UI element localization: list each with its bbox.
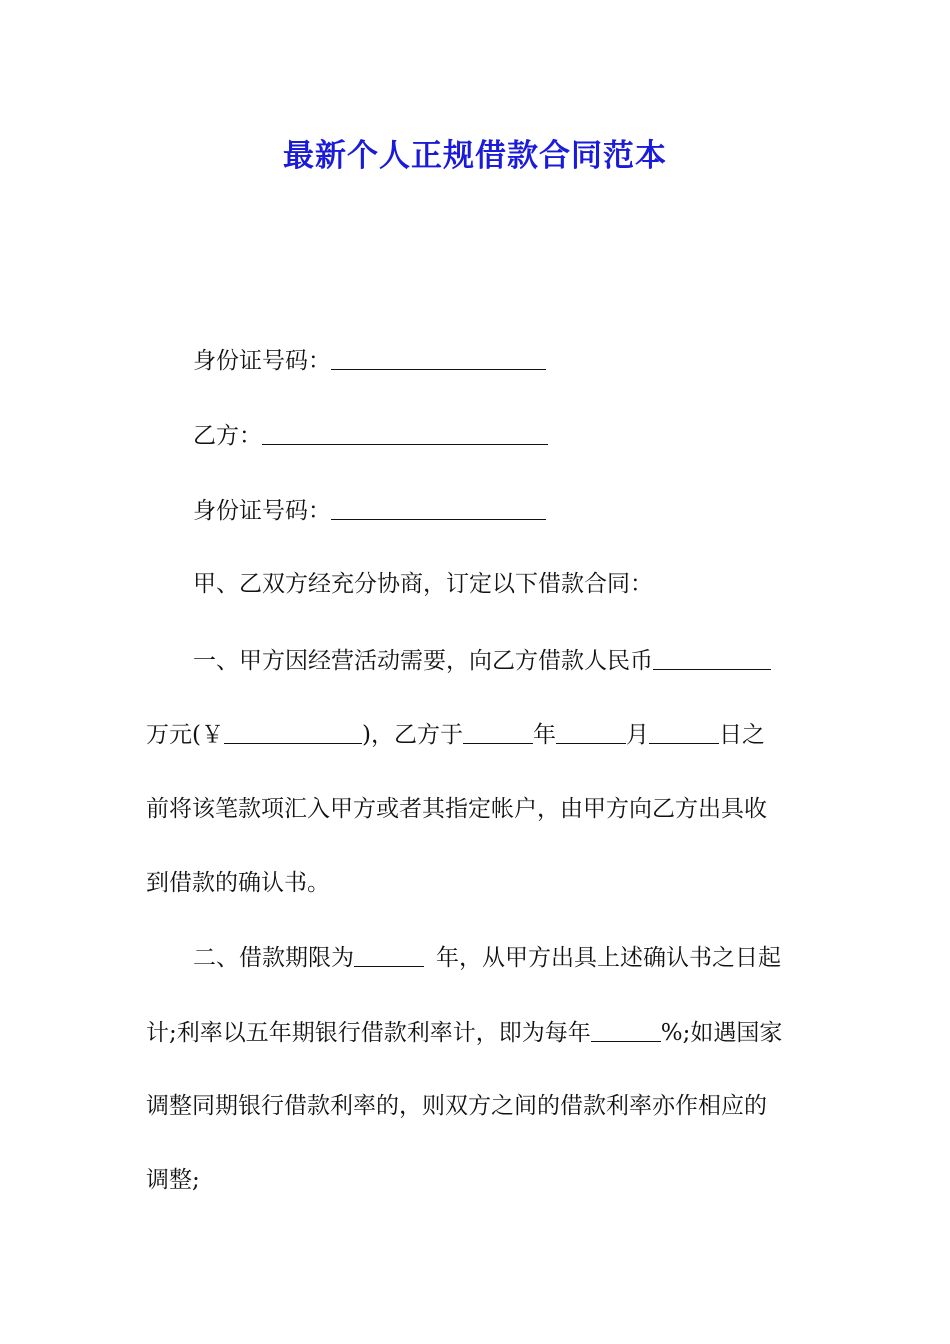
id-number-label: 身份证号码： xyxy=(193,498,331,524)
amount-figure-blank xyxy=(224,721,362,744)
clause-1-line-3: 前将该笔款项汇入甲方或者其指定帐户，由甲方向乙方出具收 xyxy=(146,796,767,822)
month-blank xyxy=(556,721,626,744)
clause-1-line-2 xyxy=(146,719,816,750)
clause-1-text: 万元(￥ xyxy=(146,722,224,748)
id-number-label: 身份证号码： xyxy=(193,348,331,374)
id-number-field-2 xyxy=(193,495,863,526)
clause-2-line-2 xyxy=(146,1017,816,1048)
party-b-label: 乙方： xyxy=(193,423,262,449)
id-number-blank xyxy=(331,347,546,370)
party-b-blank xyxy=(262,422,548,445)
term-years-blank xyxy=(354,944,424,967)
year-blank xyxy=(463,721,533,744)
clause-1-line-4: 到借款的确认书。 xyxy=(146,870,330,896)
amount-blank xyxy=(653,647,771,670)
clause-1-text: 月 xyxy=(625,722,649,748)
clause-2-line-4: 调整; xyxy=(146,1167,200,1193)
clause-1-text: 一、甲方因经营活动需要，向乙方借款人民币 xyxy=(193,648,653,674)
clause-1-text: 日之 xyxy=(718,722,765,748)
clause-2-text: %;如遇国家 xyxy=(660,1020,783,1046)
clause-2-text: 计;利率以五年期银行借款利率计，即为每年 xyxy=(146,1020,591,1046)
clause-1-text: 年 xyxy=(532,722,556,748)
day-blank xyxy=(649,721,719,744)
interest-rate-blank xyxy=(591,1019,661,1042)
clause-2-line-3: 调整同期银行借款利率的，则双方之间的借款利率亦作相应的 xyxy=(146,1093,767,1119)
clause-2-text: 年，从甲方出具上述确认书之日起 xyxy=(436,945,781,971)
clause-1-line-1 xyxy=(193,645,863,676)
document-title: 最新个人正规借款合同范本 xyxy=(283,138,667,174)
id-number-field-1 xyxy=(193,345,863,376)
id-number-blank xyxy=(331,497,546,520)
clause-1-text: )，乙方于 xyxy=(361,722,463,748)
intro-paragraph: 甲、乙双方经充分协商，订定以下借款合同： xyxy=(193,571,653,597)
party-b-field xyxy=(193,420,863,451)
clause-2-line-1 xyxy=(193,942,863,973)
clause-2-text: 二、借款期限为 xyxy=(193,945,354,971)
